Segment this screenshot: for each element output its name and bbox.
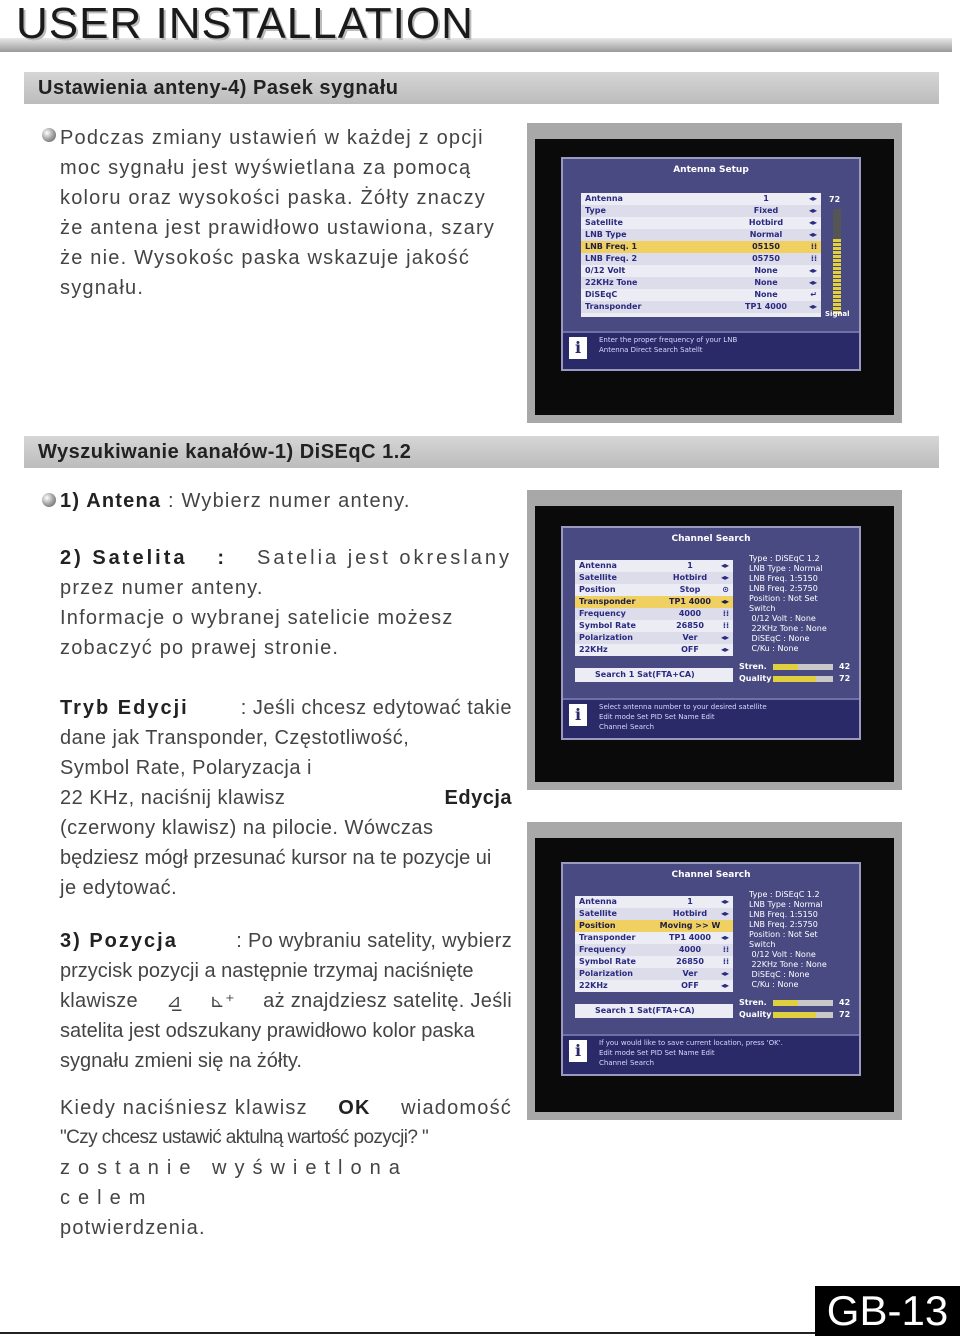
- section-title-signal-bar: Ustawienia anteny-4) Pasek sygnału: [24, 72, 939, 104]
- section-title-diseqc: Wyszukiwanie kanałów-1) DiSEqC 1.2: [24, 436, 939, 468]
- satellite-info: Type : DiSEqC 1.2 LNB Type : Normal LNB Freq. 1:5150 LNB Freq. 2:5750 Position : Not Set Switch 0/12 Volt : None 22KHz Tone : None DiSEqC : None C/Ku : None: [749, 890, 827, 989]
- search-button: Search 1 Sat(FTA+CA): [575, 1004, 733, 1018]
- bullet-icon: [42, 493, 56, 507]
- info-bar: i Enter the proper frequency of your LNB Antenna Direct Search Satellt: [563, 331, 859, 369]
- channel-search-menu: Antenna 1 ◂▸ Satellite Hotbird ◂▸ Position Moving >> W Transponder TP1 4000 ◂▸ Frequency 4000 ⁞⁞ Symbol Rate 26850 ⁞⁞ Polarization Ver ◂▸ 22KHz OFF ◂▸: [575, 896, 733, 992]
- page-header-title: USER INSTALLATION: [16, 0, 474, 48]
- strength-label: Stren.: [739, 662, 767, 671]
- text-line: moc sygnału jest wyświetlana za pomocą: [60, 157, 472, 179]
- position-plus-key-icon: ⊾⁺: [209, 991, 235, 1011]
- text-line: koloru oraz wysokości paska. Żółty znaczy: [60, 187, 487, 209]
- text-line: Podczas zmiany ustawień w każdej z opcji: [60, 127, 484, 149]
- text-line: sygnału.: [60, 277, 145, 299]
- info-icon: i: [569, 1040, 587, 1062]
- channel-search-screenshot-2: [527, 822, 902, 1120]
- quality-value: 72: [839, 1010, 851, 1019]
- info-bar: i If you would like to save current location, press 'OK'. Edit mode Set PID Set Name Edit Channel Search: [563, 1034, 859, 1074]
- text-line: że antena jest prawidłowo ustawiona, szary: [60, 217, 496, 239]
- channel-search-panel: [561, 862, 861, 1076]
- text-line: że nie. Wysokośc paska wskazuje jakość: [60, 247, 471, 269]
- channel-search-menu: Antenna 1 ◂▸ Satellite Hotbird ◂▸ Position Stop ⊙ Transponder TP1 4000 ◂▸ Frequency 4000 ⁞⁞ Symbol Rate 26850 ⁞⁞ Polarization Ver ◂▸ 22KHz OFF ◂▸: [575, 560, 733, 656]
- antenna-setup-menu: Antenna 1 ◂▸ Type Fixed ◂▸ Satellite Hotbird ◂▸ LNB Type Normal ◂▸ LNB Freq. 1 05150 ⁞⁞ LNB Freq. 2 05750 ⁞⁞ 0/12 Volt None ◂▸ 22KHz Tone None ◂▸ DiSEqC None ↵ Transponder TP1 4000 ◂▸: [581, 193, 821, 317]
- satellite-info: Type : DiSEqC 1.2 LNB Type : Normal LNB Freq. 1:5150 LNB Freq. 2:5750 Position : Not Set Switch 0/12 Volt : None 22KHz Tone : None DiSEqC : None C/Ku : None: [749, 554, 827, 653]
- info-icon: i: [569, 704, 587, 726]
- bullet-icon: [42, 128, 56, 142]
- antenna-setup-screenshot: [527, 123, 902, 423]
- info-bar: i Select antenna number to your desired satellite Edit mode Set PID Set Name Edit Channel Search: [563, 698, 859, 738]
- signal-label: Signal: [825, 310, 850, 318]
- quality-label: Quality: [739, 1010, 772, 1019]
- strength-value: 42: [839, 998, 851, 1007]
- antenna-setup-panel: [561, 157, 861, 371]
- page-number: GB-13: [815, 1286, 960, 1336]
- panel-title: Channel Search: [671, 870, 751, 880]
- strength-label: Stren.: [739, 998, 767, 1007]
- quality-fill: [773, 1012, 816, 1018]
- signal-value: 72: [829, 195, 841, 204]
- footer-rule: [0, 1332, 820, 1334]
- channel-search-screenshot-1: [527, 490, 902, 790]
- channel-search-panel: [561, 526, 861, 740]
- ok-paragraph: Kiedy naciśniesz klawisz OK wiadomość "Czy chcesz ustawić aktulną wartość pozycji? " zostanie wyświetlona celem potwierdzenia.: [60, 1097, 512, 1239]
- satelita-paragraph: 2) Satelita : Satelia jest okreslany przez numer anteny. Informacje o wybranej satelicie możesz zobaczyć po prawej stronie.: [60, 547, 512, 659]
- strength-value: 42: [839, 662, 851, 671]
- signal-bar-description: [60, 123, 512, 303]
- signal-strength-bar: [833, 209, 841, 315]
- position-minus-key-icon: ⊿̲: [166, 991, 182, 1011]
- strength-fill: [773, 1000, 798, 1006]
- info-icon: i: [569, 337, 587, 359]
- pozycja-paragraph: 3) Pozycja : Po wybraniu satelity, wybierz przycisk pozycji a następnie trzymaj naciśnięte klawisze ⊿̲ ⊾⁺ aż znajdziesz satelitę. Jeśli satelita jest odszukany prawidłowo kolor paska sygnału zmieni się na żółty.: [60, 930, 512, 1072]
- search-button: Search 1 Sat(FTA+CA): [575, 668, 733, 682]
- panel-title: Channel Search: [671, 534, 751, 544]
- strength-fill: [773, 664, 798, 670]
- tryb-edycji-paragraph: Tryb Edycji : Jeśli chcesz edytować takie dane jak Transponder, Częstotliwość, Symbol Rate, Polaryzacja i 22 KHz, naciśnij klawisz Edycja (czerwony klawisz) na pilocie. Wówczas będziesz mógł przesunać kursor na te pozycje ui je edytować.: [60, 697, 512, 899]
- quality-fill: [773, 676, 816, 682]
- quality-label: Quality: [739, 674, 772, 683]
- panel-title: Antenna Setup: [673, 165, 749, 175]
- antena-paragraph: 1) Antena : Wybierz numer anteny.: [60, 490, 411, 512]
- quality-value: 72: [839, 674, 851, 683]
